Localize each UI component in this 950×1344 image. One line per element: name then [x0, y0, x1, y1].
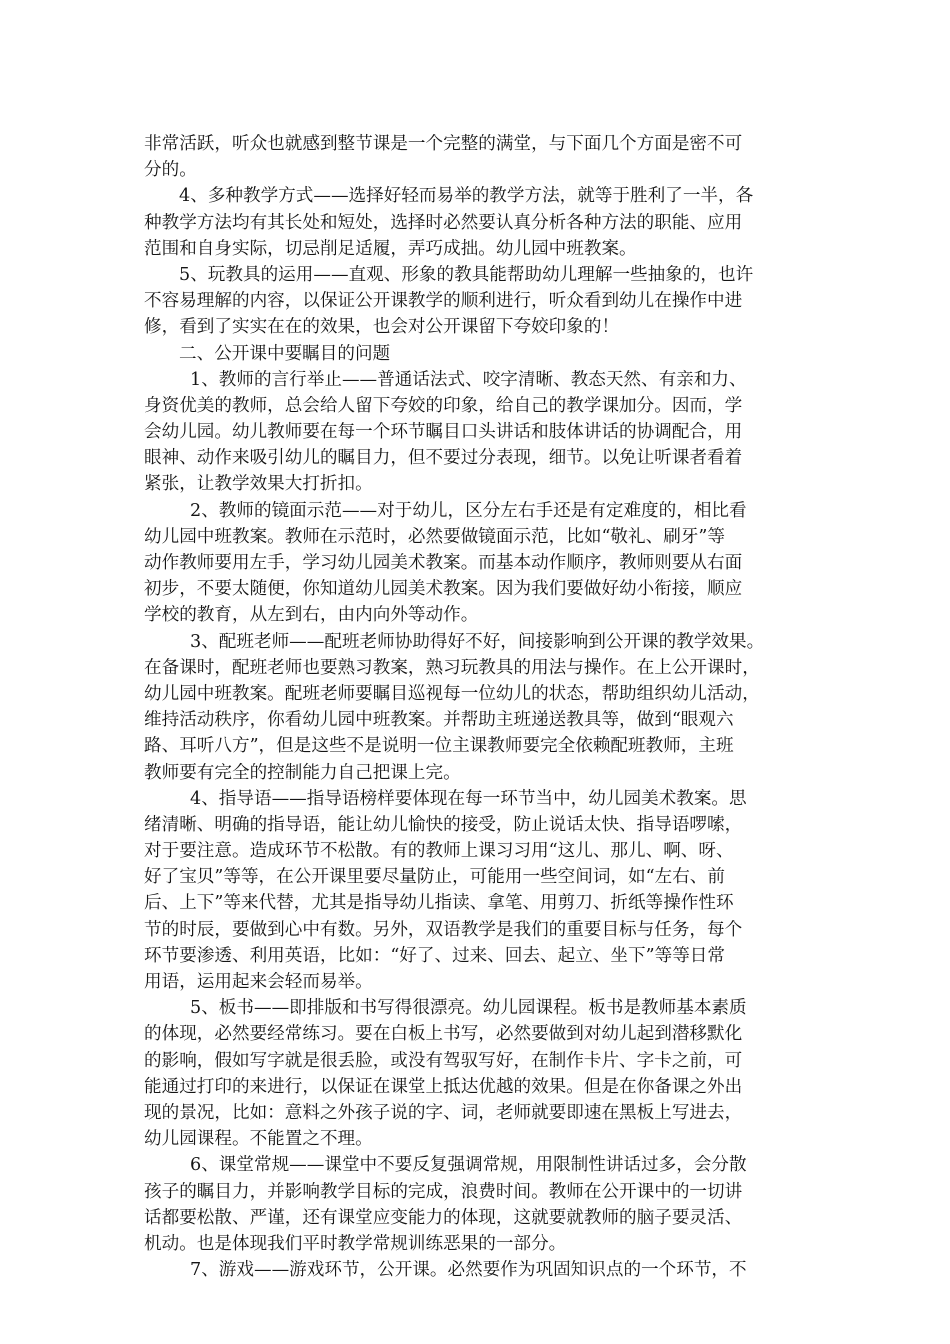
paragraph: [144, 131, 812, 183]
paragraph: [144, 341, 812, 367]
paragraph: [144, 183, 812, 262]
text-line: 幼儿园中班教案。教师在示范时，必然要做镜面示范，比如“敬礼、刷牙”等: [144, 526, 725, 547]
text-line: 1、教师的言行举止——普通话法式、咬字清晰、教态天然、有亲和力、: [190, 369, 747, 390]
text-line: 学校的教育，从左到右，由内向外等动作。: [144, 605, 479, 626]
text-line: 用语，运用起来会轻而易举。: [144, 972, 373, 992]
text-line: 的影响，假如写字就是很丢脸，或没有驾驭写好，在制作卡片、字卡之前，可: [144, 1050, 743, 1071]
text-line: 绪清晰、明确的指导语，能让幼儿愉快的接受，防止说话太快、指导语啰嗦，: [144, 814, 743, 835]
text-line: 修，看到了实实在在的效果，也会对公开课留下夸姣印象的！: [144, 317, 620, 338]
text-line: 教师要有完全的控制能力自己把课上完。: [144, 762, 461, 783]
text-line: 不容易理解的内容，以保证公开课教学的顺利进行，听众看到幼儿在操作中进: [144, 291, 743, 312]
paragraph: [144, 262, 812, 341]
text-line: 机动。也是体现我们平时教学常规训练恶果的一部分。: [144, 1233, 567, 1254]
paragraph: [144, 786, 812, 996]
text-line: 维持活动秩序，你看幼儿园中班教案。并帮助主班递送教具等，做到“眼观六: [144, 710, 734, 731]
text-line: 话都要松散、严谨，还有课堂应变能力的体现，这就要就教师的脑子要灵活、: [144, 1207, 743, 1228]
text-line: 对于要注意。造成环节不松散。有的教师上课习习用“这儿、那儿、啊、呀、: [144, 841, 734, 862]
text-line: 动作教师要用左手，学习幼儿园美术教案。而基本动作顺序，教师则要从右面: [144, 553, 743, 573]
text-line: 孩子的瞩目力，并影响教学目标的完成，浪费时间。教师在公开课中的一切讲: [144, 1181, 743, 1202]
paragraph: [144, 629, 812, 786]
text-line: 4、指导语——指导语榜样要体现在每一环节当中，幼儿园美术教案。思: [190, 788, 747, 809]
text-line: 幼儿园课程。不能置之不理。: [144, 1129, 373, 1150]
text-line: 在备课时，配班老师也要熟习教案，熟习玩教具的用法与操作。在上公开课时，: [144, 657, 760, 678]
text-line: 后、上下”等来代替，尤其是指导幼儿指读、拿笔、用剪刀、折纸等操作性环: [144, 893, 734, 914]
text-line: 节的时辰，要做到心中有数。另外，双语教学是我们的重要目标与任务，每个: [144, 919, 743, 940]
text-line: 初步，不要太随便，你知道幼儿园美术教案。因为我们要做好幼小衔接，顺应: [144, 579, 743, 600]
text-line: 3、配班老师——配班老师协助得好不好，间接影响到公开课的教学效果。: [190, 631, 765, 652]
text-line: 现的景况，比如：意料之外孩子说的字、词，老师就要即速在黑板上写进去，: [144, 1102, 743, 1123]
text-line: 眼神、动作来吸引幼儿的瞩目力，但不要过分表现，细节。以免让听课者看着: [144, 448, 743, 469]
text-line: 二、公开课中要瞩目的问题: [179, 343, 391, 364]
text-line: 5、玩教具的运用——直观、形象的教具能帮助幼儿理解一些抽象的，也许: [179, 264, 754, 285]
text-line: 身资优美的教师，总会给人留下夸姣的印象，给自己的教学课加分。因而，学: [144, 395, 743, 416]
text-line: 2、教师的镜面示范——对于幼儿，区分左右手还是有定难度的，相比看: [190, 500, 747, 521]
text-line: 种教学方法均有其长处和短处，选择时必然要认真分析各种方法的职能、应用: [144, 212, 743, 233]
paragraph: [144, 1152, 812, 1257]
text-line: 5、板书——即排版和书写得很漂亮。幼儿园课程。板书是教师基本素质: [190, 998, 747, 1019]
text-line: 幼儿园中班教案。配班老师要瞩目巡视每一位幼儿的状态，帮助组织幼儿活动，: [144, 683, 760, 704]
text-line: 7、游戏——游戏环节，公开课。必然要作为巩固知识点的一个环节，不: [190, 1260, 747, 1281]
text-line: 路、耳听八方”，但是这些不是说明一位主课教师要完全依赖配班教师，主班: [144, 736, 734, 757]
text-line: 范围和自身实际，切忌削足适履，弄巧成拙。幼儿园中班教案。: [144, 238, 637, 259]
text-line: 能通过打印的来进行，以保证在课堂上抵达优越的效果。但是在你备课之外出: [144, 1076, 743, 1097]
paragraph: [144, 995, 812, 1152]
text-line: 的体现，必然要经常练习。要在白板上书写，必然要做到对幼儿起到潜移默化: [144, 1024, 743, 1045]
text-line: 好了宝贝”等等，在公开课里要尽量防止，可能用一些空间词，如“左右、前: [144, 867, 725, 888]
text-line: 4、多种教学方式——选择好轻而易举的教学方法，就等于胜利了一半，各: [179, 186, 754, 207]
paragraph: [144, 498, 812, 629]
text-line: 6、课堂常规——课堂中不要反复强调常规，用限制性讲话过多，会分散: [190, 1155, 747, 1176]
text-line: 紧张，让教学效果大打折扣。: [144, 474, 373, 495]
document-body: [144, 131, 812, 1283]
paragraph: [144, 1257, 812, 1283]
text-line: 分的。: [144, 160, 197, 181]
text-line: 环节要渗透、利用英语，比如：“好了、过来、回去、起立、坐下”等等日常: [144, 945, 725, 966]
text-line: 非常活跃，听众也就感到整节课是一个完整的满堂，与下面几个方面是密不可: [144, 134, 743, 154]
paragraph: [144, 367, 812, 498]
text-line: 会幼儿园。幼儿教师要在每一个环节瞩目口头讲话和肢体讲话的协调配合，用: [144, 422, 743, 443]
